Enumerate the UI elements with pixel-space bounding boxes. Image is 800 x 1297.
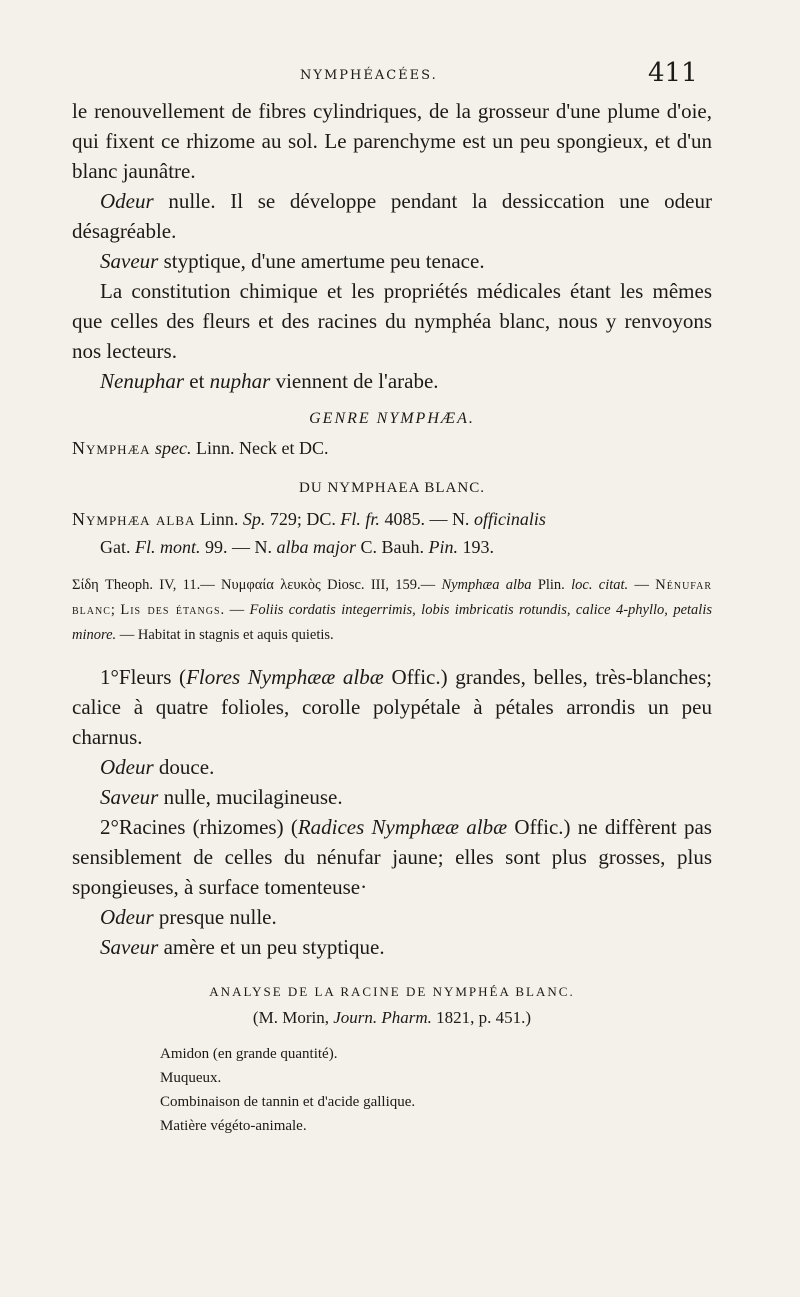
odeur-flowers: Odeur douce.: [100, 755, 215, 779]
saveur-roots: Saveur amère et un peu styptique.: [100, 935, 385, 959]
etymology: Nenuphar et nuphar viennent de l'arabe.: [100, 369, 439, 393]
genus-heading: GENRE NYMPHÆA.: [309, 410, 475, 427]
saveur-flowers: Saveur nulle, mucilagineuse.: [100, 785, 343, 809]
paragraph-rhizome: le renouvellement de fibres cylindriques, de la grosseur d'une plume d'oie, qui fixent ce rhizome au sol. Le parenchyme est un peu spongieux, et d'un blanc jaunâtre.: [72, 99, 712, 183]
analysis-heading: ANALYSE DE LA RACINE DE NYMPHÉA BLANC.: [209, 984, 575, 999]
roots-paragraph: 2°Racines (rhizomes) (Radices Nymphææ albæ Offic.) ne diffèrent pas sensiblement de celles du nénufar jaune; elles sont plus grosses, plus spongieuses, à surface tomenteuse·: [72, 815, 712, 899]
analysis-list: [160, 1042, 712, 1138]
odeur-rhizome: Odeur nulle. Il se développe pendant la dessiccation une odeur désagréable.: [72, 189, 712, 243]
odeur-roots: Odeur presque nulle.: [100, 905, 277, 929]
list-item: Combinaison de tannin et d'acide gallique.: [160, 1094, 416, 1110]
species-heading: DU NYMPHAEA BLANC.: [299, 480, 485, 496]
saveur-label: Saveur: [100, 249, 159, 273]
list-item: Amidon (en grande quantité).: [160, 1046, 338, 1062]
flowers-paragraph: 1°Fleurs (Flores Nymphææ albæ Offic.) grandes, belles, très-blanches; calice à quatre folioles, corolle polypétale à pétales arrondis un peu charnus.: [72, 665, 712, 749]
list-item: Matière végéto-animale.: [160, 1118, 307, 1134]
running-head: NYMPHÉACÉES.: [300, 68, 438, 83]
genus-synonymy: Nymphæa spec. Linn. Neck et DC.: [72, 438, 329, 458]
page-header: [0, 58, 800, 98]
analysis-citation: (M. Morin, Journ. Pharm. 1821, p. 451.): [252, 1008, 532, 1027]
page-number: 411: [648, 58, 698, 88]
nomenclature-line-2: Gat. Fl. mont. 99. — N. alba major C. Bauh. Pin. 193.: [100, 537, 495, 557]
synonymy-block: Σίδη Theoph. IV, 11.— Νυμφαία λευκὸς Diosc. III, 159.— Nymphæa alba Plin. loc. citat. — Nénufar blanc; Lis des étangs. — Foliis cordatis integerrimis, lobis imbricatis rotundis, calice 4-phyllo, petalis minore. — Habitat in stagnis et aquis quietis.: [72, 577, 713, 643]
list-item: Muqueux.: [160, 1070, 222, 1086]
nomenclature-line-1: Nymphæa alba Linn. Sp. 729; DC. Fl. fr. 4085. — N. officinalis: [72, 509, 546, 529]
odeur-label: Odeur: [100, 189, 154, 213]
body-text: [72, 96, 712, 1138]
saveur-rhizome: Saveur styptique, d'une amertume peu tenace.: [100, 249, 485, 273]
paragraph-constitution: La constitution chimique et les propriétés médicales étant les mêmes que celles des fleurs et des racines du nymphéa blanc, nous y renvoyons nos lecteurs.: [72, 279, 712, 363]
